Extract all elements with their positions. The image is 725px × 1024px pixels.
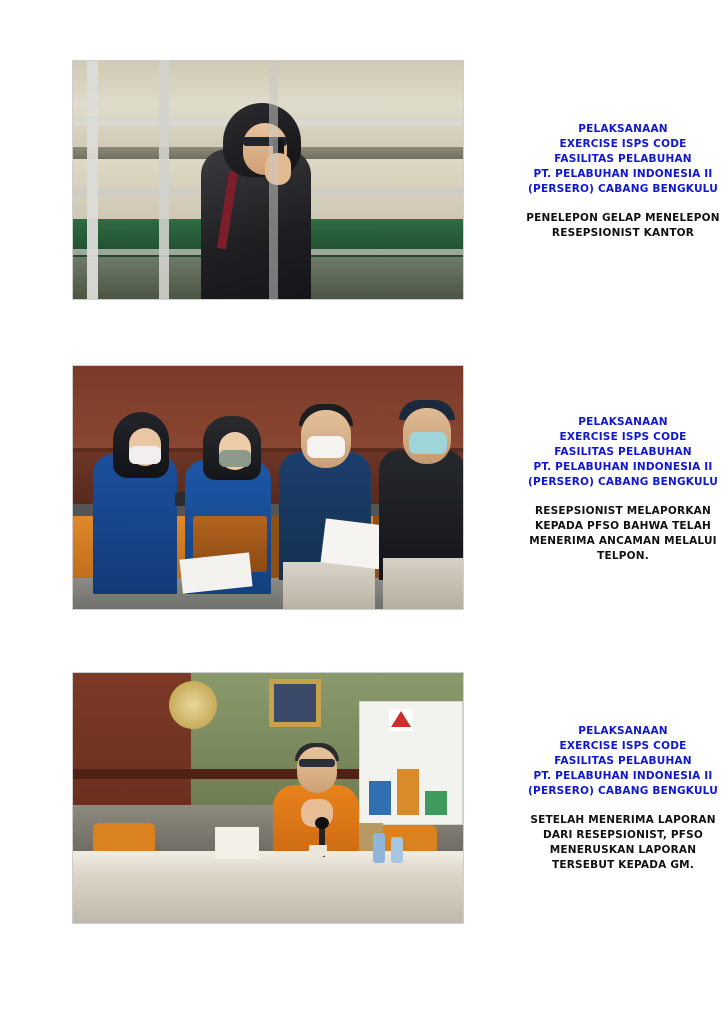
caption-title-1: [514, 122, 725, 197]
paper-sheet: [179, 552, 252, 593]
chart-bar: [369, 781, 391, 815]
drinking-cup: [309, 845, 327, 857]
photo-pfso-reporting: [72, 672, 464, 924]
photo-seated-staff: [72, 365, 464, 610]
caption-line: MENERUSKAN LAPORAN: [549, 844, 697, 856]
content-block-1: [72, 60, 725, 300]
content-block-2: [72, 365, 725, 610]
caption-block-3: [514, 724, 725, 873]
title-line: PELAKSANAAN: [578, 725, 668, 737]
face-mask-icon: [409, 432, 447, 454]
water-bottle: [373, 833, 385, 863]
title-line: PT. PELABUHAN INDONESIA II: [533, 461, 713, 473]
railing-post-right: [269, 61, 278, 300]
title-line: PT. PELABUHAN INDONESIA II: [533, 168, 713, 180]
caption-text-2: [514, 504, 725, 564]
caption-line: RESEPSIONIST KANTOR: [551, 227, 695, 239]
title-line: (PERSERO) CABANG BENGKULU: [528, 785, 718, 797]
title-line: EXERCISE ISPS CODE: [559, 138, 687, 150]
chair-divider: [271, 516, 279, 578]
water-bottle: [391, 837, 403, 863]
face-mask-icon: [129, 446, 161, 464]
content-block-3: [72, 672, 725, 924]
title-line: FASILITAS PELABUHAN: [554, 153, 692, 165]
paper-sheet: [321, 518, 388, 569]
caption-line: DARI RESEPSIONIST, PFSO: [542, 829, 704, 841]
railing-post-mid: [159, 61, 169, 300]
institution-seal: [169, 681, 217, 729]
meeting-table-front: [73, 873, 464, 924]
chart-bar: [425, 791, 447, 815]
title-line: PELAKSANAAN: [578, 123, 668, 135]
title-line: EXERCISE ISPS CODE: [559, 740, 687, 752]
caption-line: PENELEPON GELAP MENELEPON: [526, 212, 720, 224]
caption-line: RESEPSIONIST MELAPORKAN: [535, 505, 711, 517]
chart-bar: [397, 769, 419, 815]
caption-text-3: [514, 813, 725, 873]
person-3-trousers: [283, 562, 375, 610]
caption-block-1: [514, 122, 725, 241]
microphone-icon: [315, 817, 329, 829]
title-line: (PERSERO) CABANG BENGKULU: [528, 476, 718, 488]
title-line: (PERSERO) CABANG BENGKULU: [528, 183, 718, 195]
caption-line: TERSEBUT KEPADA GM.: [551, 859, 695, 871]
caption-line: KEPADA PFSO BAHWA TELAH: [534, 520, 712, 532]
caption-title-3: [514, 724, 725, 799]
face-mask-icon: [219, 450, 251, 467]
title-line: PT. PELABUHAN INDONESIA II: [533, 770, 713, 782]
title-line: PELAKSANAAN: [578, 416, 668, 428]
caption-block-2: [514, 415, 725, 564]
person-4-trousers: [383, 558, 464, 610]
title-line: EXERCISE ISPS CODE: [559, 431, 687, 443]
tissue-box: [215, 827, 259, 859]
title-line: FASILITAS PELABUHAN: [554, 755, 692, 767]
photo-hooded-caller: [72, 60, 464, 300]
title-line: FASILITAS PELABUHAN: [554, 446, 692, 458]
framed-portrait-image: [274, 684, 316, 722]
caption-line: MENERIMA ANCAMAN MELALUI: [529, 535, 717, 547]
caption-title-2: [514, 415, 725, 490]
face-mask-icon: [307, 436, 345, 458]
caption-line: TELPON.: [597, 550, 649, 562]
eyeglasses-icon: [299, 759, 335, 767]
warning-triangle-icon: [391, 711, 411, 727]
caption-line: SETELAH MENERIMA LAPORAN: [530, 814, 716, 826]
caption-text-1: [514, 211, 725, 241]
railing-post-left: [87, 61, 98, 300]
speaker-face: [297, 747, 337, 793]
